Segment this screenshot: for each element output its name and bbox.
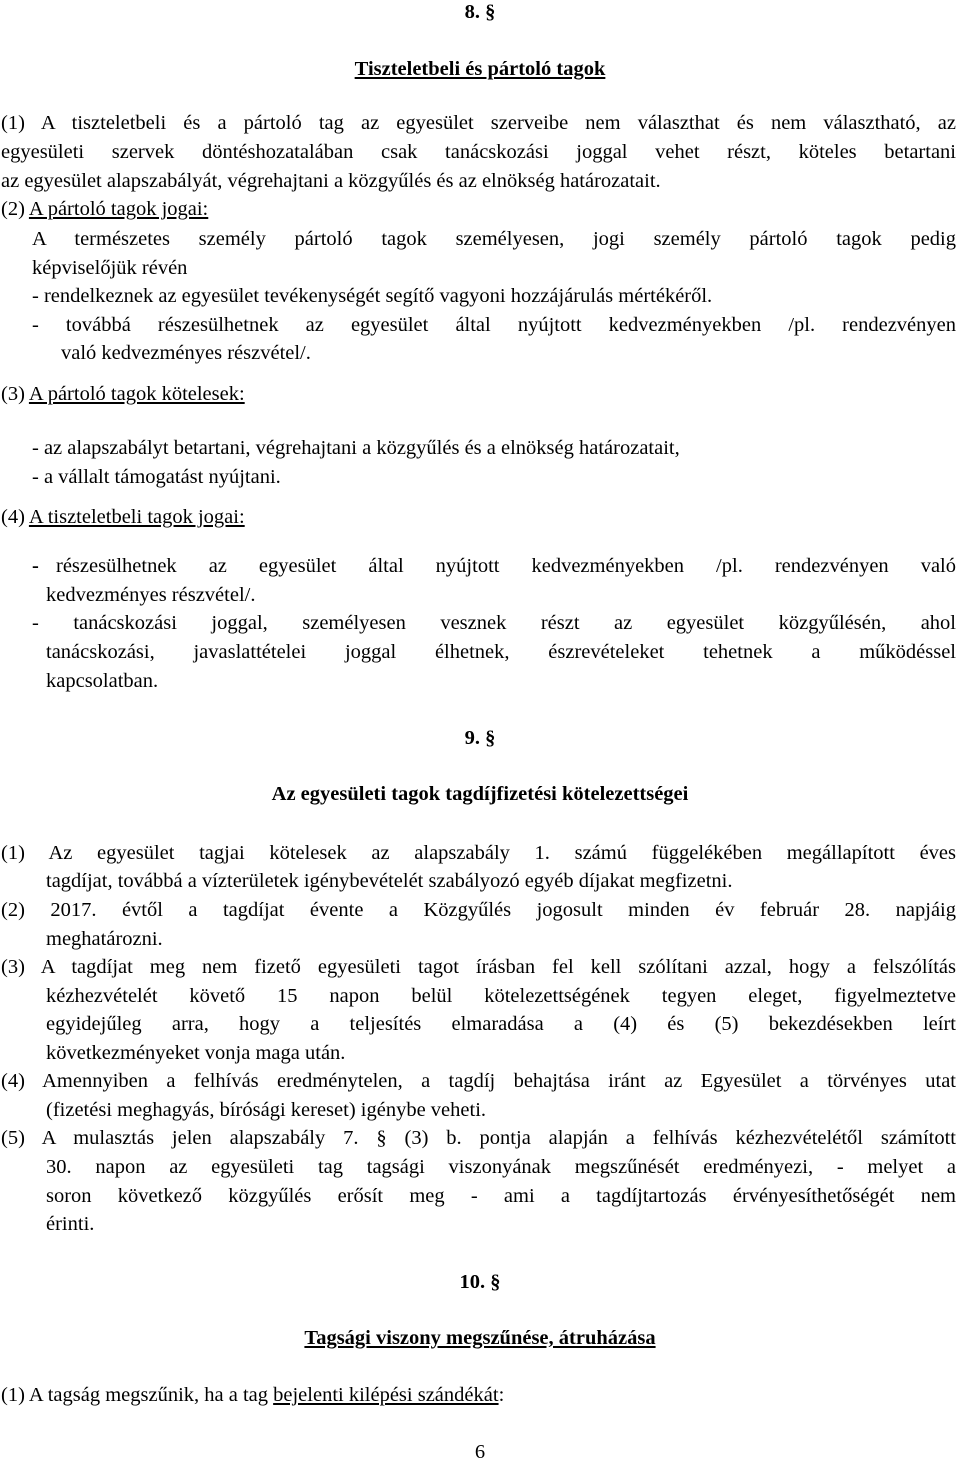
s9-line-2: tagdíjat, továbbá a vízterületek igénybevételét szabályozó egyéb díjakat megfizetni. <box>46 870 733 892</box>
s8-p4-line-3: - tanácskozási joggal, személyesen vesznek részt az egyesület közgyűlésén, ahol <box>32 612 956 634</box>
s8-p2-line-2: képviselőjük révén <box>32 257 188 279</box>
s8-p2-heading-line <box>1 199 208 220</box>
s8-p3-heading: A pártoló tagok kötelesek: <box>28 383 245 405</box>
s8-p4-heading: A tiszteletbeli tagok jogai: <box>28 506 245 528</box>
s9-line-3: (2) 2017. évtől a tagdíjat évente a Közgyűlés jogosult minden év február 28. napjáig <box>1 899 956 921</box>
s9-line-6: kézhezvételét követő 15 napon belül kötelezettségének tegyen eleget, figyelmeztetve <box>46 985 956 1007</box>
s8-p2-heading: A pártoló tagok jogai: <box>28 198 209 220</box>
page-number: 6 <box>474 1441 486 1463</box>
s8-p4-heading-line <box>1 507 245 528</box>
s8-p4-prefix: (4) <box>1 506 29 528</box>
s8-p2-prefix: (2) <box>1 198 29 220</box>
s9-line-8: következményeket vonja maga után. <box>46 1042 346 1064</box>
s8-p3-line-1: - az alapszabályt betartani, végrehajtani a közgyűlés és a elnökség határozatait, <box>32 437 680 459</box>
s9-line-1: (1) Az egyesület tagjai kötelesek az alapszabály 1. számú függelékében megállapított éves <box>1 842 956 864</box>
section-10-title: Tagsági viszony megszűnése, átruházása <box>304 1327 656 1349</box>
section-8-number: 8. § <box>464 1 496 23</box>
s8-p4-line-5: kapcsolatban. <box>46 670 159 692</box>
s10-p1-prefix: (1) A tagság megszűnik, ha a tag <box>1 1384 274 1406</box>
s9-line-4: meghatározni. <box>46 928 163 950</box>
s9-line-10: (fizetési meghagyás, bírósági kereset) igénybe veheti. <box>46 1099 487 1121</box>
s8-p4-dash: - <box>32 555 39 577</box>
s8-p3-prefix: (3) <box>1 383 29 405</box>
s8-p4-line-2: kedvezményes részvétel/. <box>46 584 256 606</box>
s9-line-5: (3) A tagdíjat meg nem fizető egyesületi tagot írásban fel kell szólítani azzal, hogy a felszólítás <box>1 956 956 978</box>
s9-line-12: 30. napon az egyesületi tag tagsági viszonyának megszűnését eredményezi, - melyet a <box>46 1156 956 1178</box>
s8-p2-line-1: A természetes személy pártoló tagok személyesen, jogi személy pártoló tagok pedig <box>32 228 956 250</box>
s8-p3-line-2: - a vállalt támogatást nyújtani. <box>32 466 281 488</box>
section-9-number: 9. § <box>464 727 496 749</box>
s8-p1-line-2: egyesületi szervek döntéshozatalában csak tanácskozási joggal vehet részt, köteles betartani <box>1 141 956 163</box>
s10-p1-line <box>1 1385 504 1406</box>
s8-p1-line-1: (1) A tiszteletbeli és a pártoló tag az egyesület szerveibe nem választhat és nem választható, az <box>1 112 956 134</box>
s9-line-14: érinti. <box>46 1213 95 1235</box>
s10-p1-suffix: : <box>498 1384 505 1406</box>
s8-p2-line-3: - rendelkeznek az egyesület tevékenységét segítő vagyoni hozzájárulás mértékéről. <box>32 285 713 307</box>
s10-p1-underlined: bejelenti kilépési szándékát <box>273 1384 499 1406</box>
s8-p2-line-4: - továbbá részesülhetnek az egyesület által nyújtott kedvezményekben /pl. rendezvényen <box>32 314 956 336</box>
section-9-title: Az egyesületi tagok tagdíjfizetési kötelezettségei <box>271 783 689 805</box>
s9-line-13: soron következő közgyűlés erősít meg - ami a tagdíjtartozás érvényesíthetőségét nem <box>46 1185 956 1207</box>
s9-line-7: egyidejűleg arra, hogy a teljesítés elmaradása a (4) és (5) bekezdésekben leírt <box>46 1013 956 1035</box>
s8-p4-line-1: részesülhetnek az egyesület által nyújtott kedvezményekben /pl. rendezvényen való <box>56 555 956 577</box>
section-10-number: 10. § <box>459 1271 501 1293</box>
s8-p4-line-4: tanácskozási, javaslattételei joggal élhetnek, észrevételeket tehetnek a működéssel <box>46 641 956 663</box>
s9-line-9: (4) Amennyiben a felhívás eredménytelen, a tagdíj behajtása iránt az Egyesület a törvényes utat <box>1 1070 956 1092</box>
section-8-title: Tiszteletbeli és pártoló tagok <box>354 58 606 80</box>
s8-p2-line-5: való kedvezményes részvétel/. <box>61 342 311 364</box>
s8-p1-line-3: az egyesület alapszabályát, végrehajtani a közgyűlés és az elnökség határozatait. <box>1 170 661 192</box>
s8-p3-heading-line <box>1 384 245 405</box>
s9-line-11: (5) A mulasztás jelen alapszabály 7. § (3) b. pontja alapján a felhívás kézhezvételétől számított <box>1 1127 956 1149</box>
